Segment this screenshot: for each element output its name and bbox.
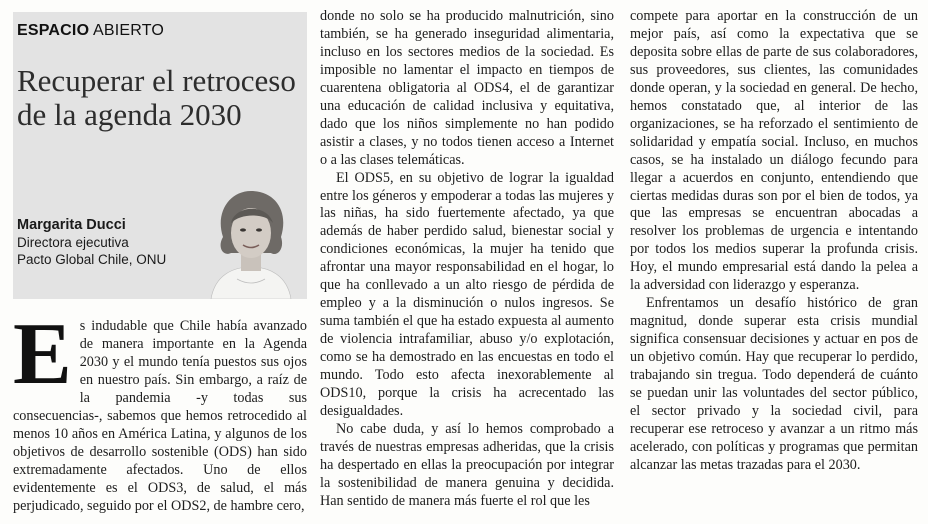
paragraph-1: s indudable que Chile había avanzado de manera importante en la Agenda 2030 y el mundo tenía puestos sus ojos en nuestro país. Sin embargo, a raíz de la pandemia -y todas sus consecuencias-, sabemos que hemos retrocedido al menos 10 años en América Latina, y algunos de los objetivos de desarrollo sostenible (ODS) han sido extremadamente afectados. Uno de ellos evidentemente es el ODS3, de salud, el más perjudicado, seguido por el ODS2, de hambre cero, <box>13 318 307 514</box>
paragraph-3: No cabe duda, y así lo hemos comprobado a través de nuestras empresas adheridas, que la crisis ha despertado en ellas la preocupación por integrar la sostenibilidad de manera genuina y decidida. Han sentido de manera más fuerte el rol que les <box>320 420 614 509</box>
author-role: Directora ejecutiva <box>17 235 129 250</box>
column-3 <box>630 8 918 475</box>
drop-cap: E <box>13 306 72 403</box>
author-block <box>17 217 197 268</box>
paragraph-2: El ODS5, en su objetivo de lograr la igualdad entre los géneros y empoderar a todas las mujeres y las niñas, ha sido fuertemente afectado, ya que además de haber perdido salud, bienestar social y condiciones económicas, la mujer ha tenido que afrontar una mayor responsabilidad en el hogar, lo que ha conllevado a un alto riesgo de pérdida de empleo y a la disminución o nulos ingresos. Se suma también el que ha estado expuesta al aumento de violencia intrafamiliar, abuso y/o explotación, como se ha demostrado en las encuestas en todo el mundo. Todo esto afecta inexorablemente al ODS10, porque la crisis ha acrecentado las desigualdades. <box>320 169 614 419</box>
article-title: Recuperar el retroceso de la agenda 2030 <box>17 63 296 132</box>
section-label <box>17 22 164 40</box>
column-1 <box>13 306 307 515</box>
section-label-bold: ESPACIO <box>17 22 90 39</box>
author-name: Margarita Ducci <box>17 217 126 233</box>
author-photo <box>205 183 297 299</box>
paragraph-3-cont: compete para aportar en la construcción de un mejor país, así como la expectativa que se deposita sobre ellas de parte de sus colaboradores, sus proveedores, sus clientes, las comunidades donde operan, y la sociedad en general. De hecho, hemos constatado que, al interior de las organizaciones, se ha reforzado el sentimiento de solidaridad y empatía social. Incluso, en muchos casos, se ha instalado un diálogo fecundo para llegar a acuerdos en conjunto, entendiendo que ciertas medidas duras son por el bien de todos, ya que las empresas se encuentran abocadas a resolver los problemas de urgencia e intentando por todos los medios superar la profunda crisis. Hoy, el mundo empresarial está dando la pelea a la adversidad con liderazgo y esperanza. <box>630 8 918 294</box>
column-2 <box>320 8 614 511</box>
author-org: Pacto Global Chile, ONU <box>17 252 167 267</box>
paragraph-1-cont: donde no solo se ha producido malnutrición, sino también, se ha generado inseguridad alimentaria, incluso en los sectores medios de la sociedad. Es imposible no lamentar el impacto en tiempos de cuarentena obligatoria al ODS4, el de garantizar una educación de calidad inclusiva y equitativa, dado que los niños simplemente no han podido asistir a clases, y no todos tienen acceso a Internet o a las clases telemáticas. <box>320 8 614 168</box>
paragraph-4: Enfrentamos un desafío histórico de gran magnitud, donde superar esta crisis mundial significa consensuar decisiones y actuar en pos de un objetivo común. Hay que recuperar lo perdido, trabajando sin tregua. Todo dependerá de cuánto se puedan unir las voluntades del sector público, el sector privado y la sociedad civil, para recuperar ese retroceso y avanzar a un ritmo más acelerado, con políticas y programas que permitan alcanzar las metas trazadas para el 2030. <box>630 295 918 473</box>
section-label-rest: ABIERTO <box>89 22 165 39</box>
